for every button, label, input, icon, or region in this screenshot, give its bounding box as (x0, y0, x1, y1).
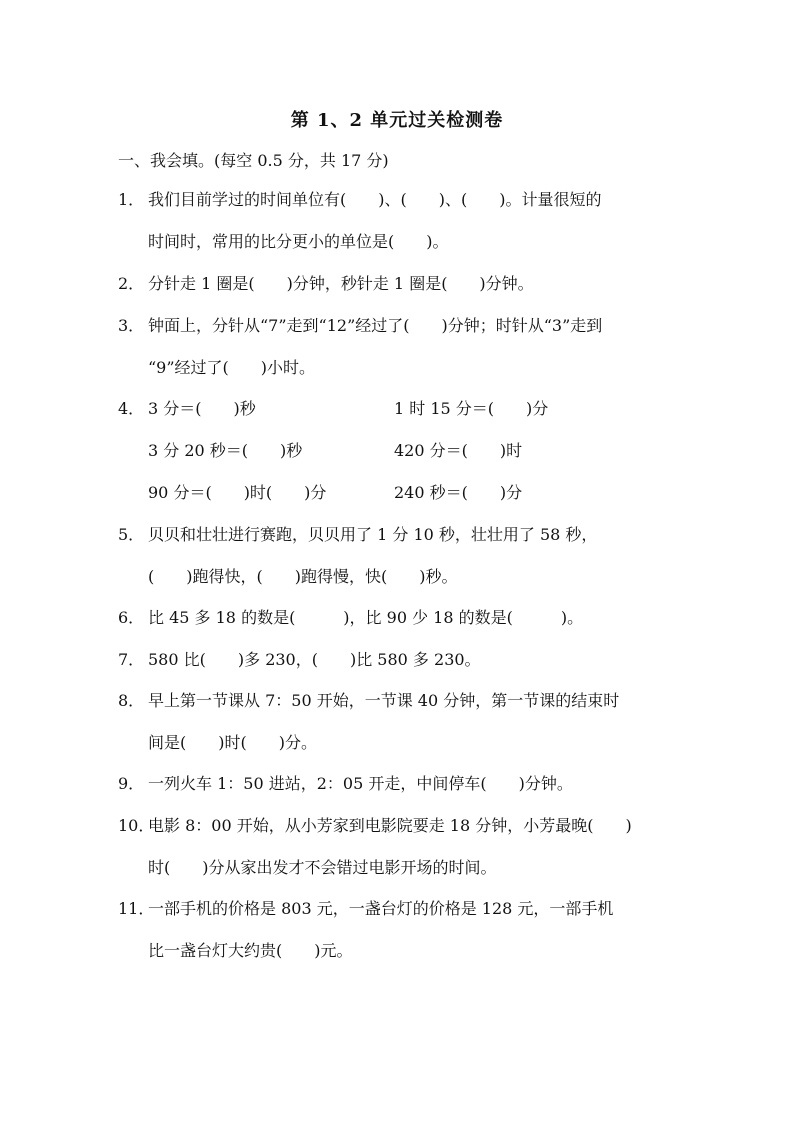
question-11-cont: 比一盏台灯大约贵( )元。 (148, 941, 353, 960)
conversion-a2: 3 分 20 秒＝( )秒 (148, 441, 303, 460)
question-1 (118, 189, 601, 211)
conversion-b1: 1 时 15 分＝( )分 (394, 399, 549, 418)
question-text: 我们目前学过的时间单位有( )、( )、( )。计量很短的 (148, 190, 602, 209)
question-10 (118, 815, 632, 837)
question-text: 一列火车 1：50 进站，2：05 开走，中间停车( )分钟。 (148, 774, 573, 793)
question-4 (118, 398, 256, 420)
question-text: 早上第一节课从 7：50 开始，一节课 40 分钟，第一节课的结束时 (148, 691, 620, 710)
section-heading: 一、我会填。(每空 0.5 分，共 17 分) (118, 151, 389, 170)
question-text: 电影 8：00 开始，从小芳家到电影院要走 18 分钟，小芳最晚( ) (148, 816, 632, 835)
question-text: 分针走 1 圈是( )分钟，秒针走 1 圈是( )分钟。 (148, 274, 534, 293)
question-10-cont: 时( )分从家出发才不会错过电影开场的时间。 (148, 858, 497, 877)
question-number: 8． (118, 691, 145, 710)
question-11 (118, 898, 613, 920)
question-number: 2． (118, 274, 145, 293)
question-text: 比 45 多 18 的数是( )，比 90 少 18 的数是( )。 (148, 608, 584, 627)
question-2 (118, 273, 534, 295)
conversion-a1: 3 分＝( )秒 (148, 399, 256, 418)
conversion-b2: 420 分＝( )时 (394, 441, 523, 460)
conversion-a3: 90 分＝( )时( )分 (148, 483, 327, 502)
question-9 (118, 773, 573, 795)
conversion-b3: 240 秒＝( )分 (394, 483, 523, 502)
question-6 (118, 607, 583, 629)
question-number: 9． (118, 774, 145, 793)
question-number: 5． (118, 525, 145, 544)
question-text: 钟面上，分针从“7”走到“12”经过了( )分钟；时针从“3”走到 (148, 316, 603, 335)
question-5 (118, 524, 597, 546)
question-text: 贝贝和壮壮进行赛跑，贝贝用了 1 分 10 秒，壮壮用了 58 秒， (148, 525, 598, 544)
question-number: 1． (118, 190, 145, 209)
question-number: 6． (118, 608, 145, 627)
question-number: 11． (118, 899, 155, 918)
page-title: 第 1、2 单元过关检测卷 (290, 110, 504, 131)
question-number: 7． (118, 650, 145, 669)
question-3 (118, 315, 602, 337)
question-text: 580 比( )多 230，( )比 580 多 230。 (148, 650, 481, 669)
question-8-cont: 间是( )时( )分。 (148, 733, 317, 752)
question-text: 一部手机的价格是 803 元，一盏台灯的价格是 128 元，一部手机 (148, 899, 614, 918)
question-7 (118, 649, 481, 671)
question-3-cont: “9”经过了( )小时。 (148, 358, 316, 377)
question-number: 10． (118, 816, 155, 835)
question-number: 3． (118, 316, 145, 335)
question-8 (118, 690, 619, 712)
question-1-cont: 时间时，常用的比分更小的单位是( )。 (148, 232, 449, 251)
question-5-cont: ( )跑得快，( )跑得慢，快( )秒。 (148, 567, 458, 586)
question-number: 4． (118, 399, 145, 418)
